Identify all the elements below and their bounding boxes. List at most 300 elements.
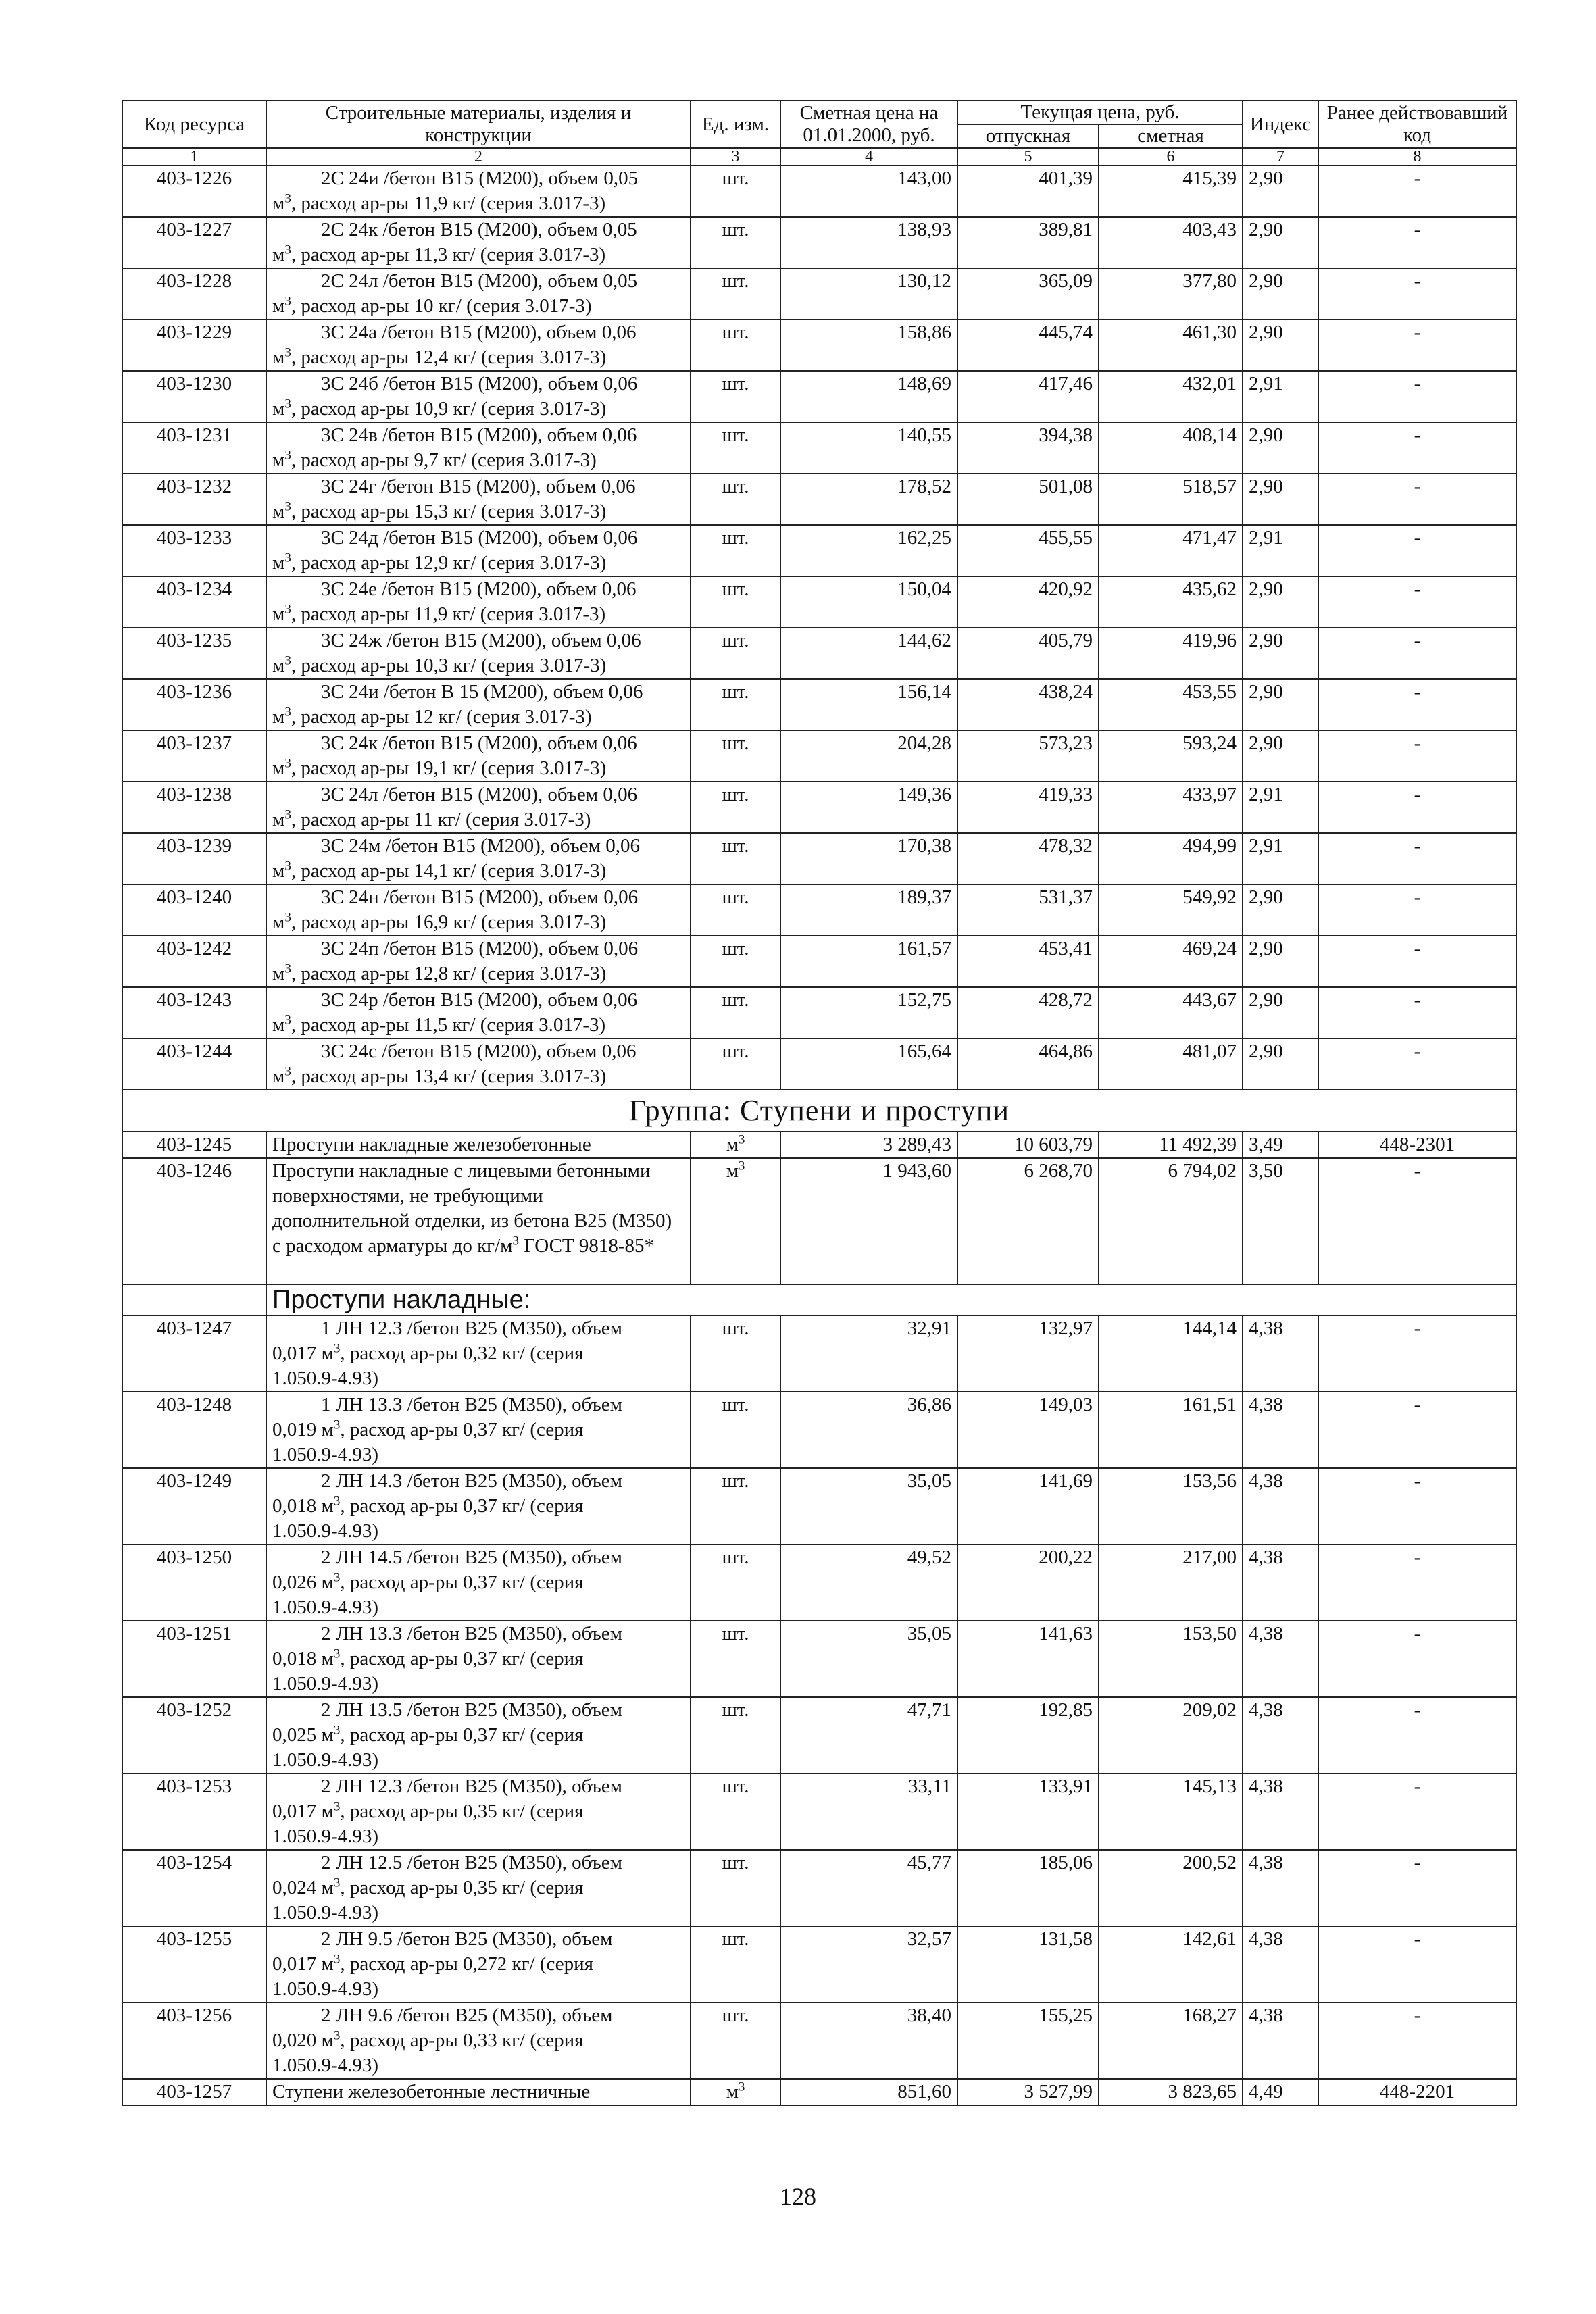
- index-cell: 2,91: [1243, 525, 1318, 576]
- name-line: 1.050.9-4.93): [272, 1444, 379, 1465]
- estimate-price-cell: 408,14: [1099, 422, 1243, 474]
- release-price-cell: 417,46: [957, 371, 1099, 422]
- previous-code-cell: -: [1318, 525, 1516, 576]
- base-price-cell: 3 289,43: [780, 1132, 957, 1158]
- name-line: $м^3$, расход ар-ры 12,8 кг/ (серия 3.017-3): [272, 961, 607, 984]
- material-name-cell: [266, 1544, 691, 1621]
- name-line: $м^3$, расход ар-ры 10,3 кг/ (серия 3.017-3): [272, 653, 607, 676]
- resource-code-cell: 403-1240: [122, 884, 266, 936]
- resource-code-cell: 403-1253: [122, 1774, 266, 1850]
- release-price-cell: 133,91: [957, 1774, 1099, 1850]
- release-price-cell: 132,97: [957, 1315, 1099, 1392]
- index-cell: 2,90: [1243, 320, 1318, 371]
- material-name-cell: [266, 782, 691, 833]
- name-first-line: 3С 24р /бетон В15 (М200), объем 0,06: [321, 989, 638, 1011]
- estimate-price-cell: 209,02: [1099, 1697, 1243, 1774]
- estimate-price-cell: 453,55: [1099, 679, 1243, 730]
- resource-code-cell: 403-1244: [122, 1038, 266, 1090]
- index-cell: 2,90: [1243, 730, 1318, 782]
- name-line: 0,018 $м^3$, расход ар-ры 0,37 кг/ (серия: [272, 1646, 584, 1669]
- release-price-cell: 531,37: [957, 884, 1099, 936]
- resource-code-cell: 403-1232: [122, 474, 266, 525]
- header-row: [122, 101, 1516, 124]
- resource-code-cell: 403-1243: [122, 987, 266, 1038]
- estimate-price-cell: 11 492,39: [1099, 1132, 1243, 1158]
- name-first-line: 3С 24и /бетон В 15 (М200), объем 0,06: [321, 681, 643, 703]
- base-price-cell: 156,14: [780, 679, 957, 730]
- unit-cell: шт.: [691, 987, 780, 1038]
- group-title: Группа: Ступени и проступи: [122, 1090, 1516, 1132]
- name-line: 0,025 $м^3$, расход ар-ры 0,37 кг/ (серия: [272, 1723, 584, 1746]
- name-line: 0,024 $м^3$, расход ар-ры 0,35 кг/ (серия: [272, 1876, 584, 1898]
- name-line: 1.050.9-4.93): [272, 2055, 379, 2076]
- index-cell: 2,90: [1243, 884, 1318, 936]
- estimate-price-cell: 432,01: [1099, 371, 1243, 422]
- table-row: [122, 1158, 1516, 1284]
- table-row: [122, 1697, 1516, 1774]
- release-price-cell: 401,39: [957, 166, 1099, 217]
- name-line: 1.050.9-4.93): [272, 1978, 379, 2000]
- material-name-cell: [266, 730, 691, 782]
- index-cell: 4,38: [1243, 1926, 1318, 2003]
- name-line: 1.050.9-4.93): [272, 1902, 379, 1923]
- previous-code-cell: -: [1318, 1621, 1516, 1697]
- column-number: 2: [266, 148, 691, 166]
- table-row: [122, 1315, 1516, 1392]
- previous-code-cell: -: [1318, 1774, 1516, 1850]
- release-price-cell: 149,03: [957, 1392, 1099, 1468]
- resource-code-cell: 403-1231: [122, 422, 266, 474]
- resource-code-cell: 403-1249: [122, 1468, 266, 1544]
- previous-code-cell: -: [1318, 371, 1516, 422]
- name-line: $м^3$, расход ар-ры 10 кг/ (серия 3.017-3): [272, 294, 592, 317]
- release-price-cell: 478,32: [957, 833, 1099, 884]
- base-price-cell: 35,05: [780, 1621, 957, 1697]
- resource-code-cell: 403-1252: [122, 1697, 266, 1774]
- subgroup-title: Проступи накладные:: [266, 1284, 1516, 1315]
- resource-code-cell: 403-1257: [122, 2079, 266, 2105]
- material-name-cell: [266, 1468, 691, 1544]
- release-price-cell: 573,23: [957, 730, 1099, 782]
- name-line: 1.050.9-4.93): [272, 1826, 379, 1847]
- base-price-cell: 851,60: [780, 2079, 957, 2105]
- base-price-cell: 149,36: [780, 782, 957, 833]
- resource-code-cell: 403-1238: [122, 782, 266, 833]
- base-price-cell: 144,62: [780, 628, 957, 679]
- name-first-line: 2 ЛН 13.3 /бетон В25 (М350), объем: [321, 1623, 622, 1644]
- material-name-cell: [266, 1392, 691, 1468]
- unit-cell: шт.: [691, 884, 780, 936]
- resource-code-cell: 403-1236: [122, 679, 266, 730]
- table-row: [122, 730, 1516, 782]
- name-line: $м^3$, расход ар-ры 11,3 кг/ (серия 3.017-3): [272, 243, 606, 266]
- name-first-line: 2С 24и /бетон В15 (М200), объем 0,05: [321, 168, 639, 189]
- material-name-cell: [266, 833, 691, 884]
- release-price-cell: 10 603,79: [957, 1132, 1099, 1158]
- previous-code-cell: -: [1318, 474, 1516, 525]
- resource-code-cell: 403-1251: [122, 1621, 266, 1697]
- name-line: $м^3$, расход ар-ры 13,4 кг/ (серия 3.017-3): [272, 1064, 607, 1087]
- unit-cell: шт.: [691, 268, 780, 320]
- unit-cell: шт.: [691, 1697, 780, 1774]
- name-first-line: 3С 24н /бетон В15 (М200), объем 0,06: [321, 886, 639, 908]
- index-cell: 2,91: [1243, 782, 1318, 833]
- base-price-cell: 189,37: [780, 884, 957, 936]
- estimate-price-cell: 471,47: [1099, 525, 1243, 576]
- name-line: $м^3$, расход ар-ры 10,9 кг/ (серия 3.017-3): [272, 397, 607, 420]
- table-row: [122, 628, 1516, 679]
- resource-code-cell: 403-1230: [122, 371, 266, 422]
- previous-code-cell: -: [1318, 884, 1516, 936]
- base-price-cell: 148,69: [780, 371, 957, 422]
- base-price-cell: 150,04: [780, 576, 957, 628]
- base-price-cell: 170,38: [780, 833, 957, 884]
- index-cell: 2,90: [1243, 987, 1318, 1038]
- previous-code-cell: 448-2201: [1318, 2079, 1516, 2105]
- table-row: [122, 2079, 1516, 2105]
- base-price-cell: 1 943,60: [780, 1158, 957, 1284]
- material-name-cell: [266, 628, 691, 679]
- previous-code-cell: -: [1318, 1697, 1516, 1774]
- resource-code-cell: 403-1254: [122, 1850, 266, 1926]
- resource-code-cell: 403-1228: [122, 268, 266, 320]
- base-price-cell: 45,77: [780, 1850, 957, 1926]
- table-body: [122, 166, 1516, 2105]
- unit-cell: шт.: [691, 1038, 780, 1090]
- material-name-cell: Проступи накладные железобетонные: [266, 1132, 691, 1158]
- previous-code-cell: -: [1318, 782, 1516, 833]
- name-line: $м^3$, расход ар-ры 12,4 кг/ (серия 3.017-3): [272, 345, 607, 368]
- table-row: [122, 1038, 1516, 1090]
- resource-code-cell: 403-1234: [122, 576, 266, 628]
- previous-code-cell: -: [1318, 679, 1516, 730]
- name-first-line: 2 ЛН 13.5 /бетон В25 (М350), объем: [321, 1699, 622, 1721]
- base-price-cell: 47,71: [780, 1697, 957, 1774]
- index-cell: 4,38: [1243, 1544, 1318, 1621]
- name-line: 1.050.9-4.93): [272, 1596, 379, 1618]
- material-name-cell: [266, 422, 691, 474]
- column-number: 6: [1099, 148, 1243, 166]
- previous-code-cell: -: [1318, 1392, 1516, 1468]
- material-name-cell: [266, 1926, 691, 2003]
- base-price-cell: 38,40: [780, 2003, 957, 2079]
- previous-code-cell: -: [1318, 1926, 1516, 2003]
- index-cell: 2,90: [1243, 268, 1318, 320]
- release-price-cell: 3 527,99: [957, 2079, 1099, 2105]
- material-name-cell: [266, 474, 691, 525]
- name-line: $м^3$, расход ар-ры 15,3 кг/ (серия 3.017-3): [272, 499, 607, 522]
- resource-code-cell: 403-1248: [122, 1392, 266, 1468]
- material-name-cell: [266, 166, 691, 217]
- table-row: [122, 1468, 1516, 1544]
- name-first-line: 3С 24л /бетон В15 (М200), объем 0,06: [321, 784, 638, 805]
- name-line: $м^3$, расход ар-ры 12,9 кг/ (серия 3.017-3): [272, 551, 607, 574]
- resource-code-cell: 403-1246: [122, 1158, 266, 1284]
- release-price-cell: 455,55: [957, 525, 1099, 576]
- unit-cell: шт.: [691, 217, 780, 268]
- column-number: 4: [780, 148, 957, 166]
- name-first-line: 3С 24е /бетон В15 (М200), объем 0,06: [321, 578, 637, 600]
- previous-code-cell: -: [1318, 833, 1516, 884]
- resource-code-cell: 403-1255: [122, 1926, 266, 2003]
- material-name-cell: Проступи накладные с лицевыми бетонными поверхностями, не требующими дополнительной отделки, из бетона В25 (М350) с расходом арматуры до $кг/м^3$ ГОСТ 9818-85*: [266, 1158, 691, 1284]
- table-row: [122, 474, 1516, 525]
- name-line: $м^3$, расход ар-ры 11,5 кг/ (серия 3.017-3): [272, 1013, 606, 1036]
- previous-code-cell: -: [1318, 2003, 1516, 2079]
- estimate-price-cell: 435,62: [1099, 576, 1243, 628]
- base-price-cell: 162,25: [780, 525, 957, 576]
- previous-code-cell: -: [1318, 422, 1516, 474]
- column-number: 8: [1318, 148, 1516, 166]
- column-number: 7: [1243, 148, 1318, 166]
- release-price-cell: 420,92: [957, 576, 1099, 628]
- material-name-cell: [266, 525, 691, 576]
- resource-code-cell: 403-1256: [122, 2003, 266, 2079]
- estimate-price-cell: 593,24: [1099, 730, 1243, 782]
- resource-code-cell: 403-1229: [122, 320, 266, 371]
- name-line: 0,017 $м^3$, расход ар-ры 0,32 кг/ (серия: [272, 1341, 584, 1364]
- table-row: [122, 268, 1516, 320]
- resource-code-cell: 403-1242: [122, 936, 266, 987]
- resource-code-cell: 403-1233: [122, 525, 266, 576]
- table-row: [122, 782, 1516, 833]
- previous-code-cell: -: [1318, 166, 1516, 217]
- name-line: $м^3$, расход ар-ры 11,9 кг/ (серия 3.017-3): [272, 602, 606, 625]
- unit-cell: шт.: [691, 730, 780, 782]
- material-name-cell: [266, 936, 691, 987]
- name-first-line: 3С 24ж /бетон В15 (М200), объем 0,06: [321, 630, 641, 651]
- unit-cell: шт.: [691, 422, 780, 474]
- release-price-cell: 445,74: [957, 320, 1099, 371]
- unit-cell: шт.: [691, 320, 780, 371]
- header-previous-code: Ранее действовавший код: [1318, 101, 1516, 148]
- name-line: 1.050.9-4.93): [272, 1367, 379, 1389]
- name-line: $м^3$, расход ар-ры 12 кг/ (серия 3.017-3): [272, 705, 592, 728]
- column-number: 5: [957, 148, 1099, 166]
- table-row: [122, 320, 1516, 371]
- unit-cell: шт.: [691, 525, 780, 576]
- index-cell: 2,90: [1243, 936, 1318, 987]
- previous-code-cell: -: [1318, 1468, 1516, 1544]
- estimate-price-cell: 461,30: [1099, 320, 1243, 371]
- resource-code-cell: 403-1247: [122, 1315, 266, 1392]
- estimate-price-cell: 403,43: [1099, 217, 1243, 268]
- index-cell: 3,49: [1243, 1132, 1318, 1158]
- table-row: [122, 936, 1516, 987]
- estimate-price-cell: 200,52: [1099, 1850, 1243, 1926]
- previous-code-cell: -: [1318, 320, 1516, 371]
- column-number: 1: [122, 148, 266, 166]
- base-price-cell: 161,57: [780, 936, 957, 987]
- index-cell: 4,38: [1243, 1468, 1318, 1544]
- index-cell: 2,91: [1243, 371, 1318, 422]
- estimate-price-cell: 161,51: [1099, 1392, 1243, 1468]
- release-price-cell: 185,06: [957, 1850, 1099, 1926]
- index-cell: 2,90: [1243, 217, 1318, 268]
- name-first-line: 2 ЛН 12.3 /бетон В25 (М350), объем: [321, 1776, 622, 1797]
- material-name-cell: [266, 268, 691, 320]
- name-first-line: 3С 24г /бетон В15 (М200), объем 0,06: [321, 476, 636, 497]
- unit-cell: шт.: [691, 1468, 780, 1544]
- base-price-cell: 178,52: [780, 474, 957, 525]
- base-price-cell: 130,12: [780, 268, 957, 320]
- header-index: Индекс: [1243, 101, 1318, 148]
- material-name-cell: [266, 987, 691, 1038]
- table-row: [122, 2003, 1516, 2079]
- estimate-price-cell: 549,92: [1099, 884, 1243, 936]
- estimate-price-cell: 377,80: [1099, 268, 1243, 320]
- index-cell: 2,90: [1243, 166, 1318, 217]
- material-name-cell: [266, 1850, 691, 1926]
- previous-code-cell: -: [1318, 268, 1516, 320]
- name-line: 1.050.9-4.93): [272, 1749, 379, 1771]
- table-row: [122, 576, 1516, 628]
- table-row: [122, 1774, 1516, 1850]
- release-price-cell: 453,41: [957, 936, 1099, 987]
- name-line: 0,017 $м^3$, расход ар-ры 0,35 кг/ (серия: [272, 1799, 584, 1822]
- table-row: [122, 833, 1516, 884]
- release-price-cell: 501,08: [957, 474, 1099, 525]
- release-price-cell: 428,72: [957, 987, 1099, 1038]
- release-price-cell: 394,38: [957, 422, 1099, 474]
- release-price-cell: 464,86: [957, 1038, 1099, 1090]
- resource-code-cell: 403-1235: [122, 628, 266, 679]
- name-first-line: 3С 24п /бетон В15 (М200), объем 0,06: [321, 938, 639, 959]
- unit-cell: шт.: [691, 936, 780, 987]
- estimate-price-cell: 518,57: [1099, 474, 1243, 525]
- name-first-line: 3С 24в /бетон В15 (М200), объем 0,06: [321, 424, 637, 446]
- name-first-line: 2 ЛН 9.6 /бетон В25 (М350), объем: [321, 2005, 613, 2026]
- header-estimate-price: сметная: [1099, 124, 1243, 148]
- estimate-price-cell: 3 823,65: [1099, 2079, 1243, 2105]
- base-price-cell: 138,93: [780, 217, 957, 268]
- index-cell: 2,90: [1243, 628, 1318, 679]
- subgroup-spacer: [122, 1284, 266, 1315]
- name-line: 0,020 $м^3$, расход ар-ры 0,33 кг/ (серия: [272, 2028, 584, 2051]
- base-price-cell: 140,55: [780, 422, 957, 474]
- previous-code-cell: -: [1318, 1315, 1516, 1392]
- unit-cell: шт.: [691, 2003, 780, 2079]
- estimate-price-cell: 217,00: [1099, 1544, 1243, 1621]
- unit-cell: шт.: [691, 1621, 780, 1697]
- column-number: 3: [691, 148, 780, 166]
- index-cell: 3,50: [1243, 1158, 1318, 1284]
- release-price-cell: 438,24: [957, 679, 1099, 730]
- release-price-cell: 200,22: [957, 1544, 1099, 1621]
- release-price-cell: 405,79: [957, 628, 1099, 679]
- name-line: 0,026 $м^3$, расход ар-ры 0,37 кг/ (серия: [272, 1570, 584, 1593]
- name-line: 0,018 $м^3$, расход ар-ры 0,37 кг/ (серия: [272, 1494, 584, 1517]
- table-row: [122, 987, 1516, 1038]
- name-line: $м^3$, расход ар-ры 11 кг/ (серия 3.017-3): [272, 807, 591, 830]
- name-first-line: 3С 24м /бетон В15 (М200), объем 0,06: [321, 835, 641, 857]
- name-first-line: 1 ЛН 13.3 /бетон В25 (М350), объем: [321, 1394, 622, 1415]
- index-cell: 2,90: [1243, 474, 1318, 525]
- unit-cell: шт.: [691, 1392, 780, 1468]
- unit-cell: шт.: [691, 628, 780, 679]
- estimate-price-cell: 433,97: [1099, 782, 1243, 833]
- unit-cell: шт.: [691, 782, 780, 833]
- base-price-cell: 204,28: [780, 730, 957, 782]
- base-price-cell: 32,57: [780, 1926, 957, 2003]
- unit-cell: шт.: [691, 474, 780, 525]
- table-row: [122, 166, 1516, 217]
- table-row: [122, 422, 1516, 474]
- previous-code-cell: -: [1318, 628, 1516, 679]
- name-first-line: 2 ЛН 14.5 /бетон В25 (М350), объем: [321, 1546, 622, 1568]
- subgroup-row: [122, 1284, 1516, 1315]
- name-first-line: 2 ЛН 12.5 /бетон В25 (М350), объем: [321, 1852, 622, 1873]
- index-cell: 2,90: [1243, 576, 1318, 628]
- unit-cell: шт.: [691, 1850, 780, 1926]
- index-cell: 4,38: [1243, 1697, 1318, 1774]
- name-first-line: 3С 24к /бетон В15 (М200), объем 0,06: [321, 732, 637, 754]
- estimate-price-cell: 145,13: [1099, 1774, 1243, 1850]
- previous-code-cell: -: [1318, 1038, 1516, 1090]
- previous-code-cell: -: [1318, 730, 1516, 782]
- header-materials: Строительные материалы, изделия и конструкции: [266, 101, 691, 148]
- resource-code-cell: 403-1239: [122, 833, 266, 884]
- previous-code-cell: -: [1318, 1158, 1516, 1284]
- table-row: [122, 525, 1516, 576]
- name-first-line: 3С 24б /бетон В15 (М200), объем 0,06: [321, 373, 638, 395]
- index-cell: 4,49: [1243, 2079, 1318, 2105]
- estimate-price-cell: 144,14: [1099, 1315, 1243, 1392]
- material-name-cell: [266, 1315, 691, 1392]
- base-price-cell: 32,91: [780, 1315, 957, 1392]
- column-number-row: [122, 148, 1516, 166]
- material-name-cell: [266, 679, 691, 730]
- index-cell: 2,90: [1243, 679, 1318, 730]
- estimate-price-cell: 494,99: [1099, 833, 1243, 884]
- estimate-price-cell: 142,61: [1099, 1926, 1243, 2003]
- table-row: [122, 1850, 1516, 1926]
- resource-code-cell: 403-1226: [122, 166, 266, 217]
- unit-cell: шт.: [691, 1926, 780, 2003]
- table-row: [122, 679, 1516, 730]
- release-price-cell: 389,81: [957, 217, 1099, 268]
- material-name-cell: [266, 1621, 691, 1697]
- previous-code-cell: -: [1318, 576, 1516, 628]
- header-current-price: Текущая цена, руб.: [957, 101, 1243, 124]
- index-cell: 4,38: [1243, 1774, 1318, 1850]
- material-name-cell: Ступени железобетонные лестничные: [266, 2079, 691, 2105]
- table-row: [122, 217, 1516, 268]
- base-price-cell: 35,05: [780, 1468, 957, 1544]
- previous-code-cell: -: [1318, 936, 1516, 987]
- base-price-cell: 152,75: [780, 987, 957, 1038]
- previous-code-cell: -: [1318, 1544, 1516, 1621]
- table-row: [122, 884, 1516, 936]
- name-line: 0,019 $м^3$, расход ар-ры 0,37 кг/ (серия: [272, 1417, 584, 1440]
- name-first-line: 2С 24л /бетон В15 (М200), объем 0,05: [321, 270, 638, 292]
- name-line: 0,017 $м^3$, расход ар-ры 0,272 кг/ (серия: [272, 1952, 593, 1975]
- table-row: [122, 1544, 1516, 1621]
- base-price-cell: 143,00: [780, 166, 957, 217]
- material-name-cell: [266, 576, 691, 628]
- estimate-price-cell: 153,50: [1099, 1621, 1243, 1697]
- index-cell: 4,38: [1243, 1315, 1318, 1392]
- previous-code-cell: -: [1318, 217, 1516, 268]
- base-price-cell: 158,86: [780, 320, 957, 371]
- release-price-cell: 365,09: [957, 268, 1099, 320]
- page-number: 128: [780, 2183, 816, 2210]
- name-first-line: 2 ЛН 9.5 /бетон В25 (М350), объем: [321, 1928, 613, 1950]
- name-first-line: 2С 24к /бетон В15 (М200), объем 0,05: [321, 219, 637, 241]
- index-cell: 4,38: [1243, 1850, 1318, 1926]
- name-line: $м^3$, расход ар-ры 11,9 кг/ (серия 3.017-3): [272, 191, 606, 214]
- unit-cell: шт.: [691, 371, 780, 422]
